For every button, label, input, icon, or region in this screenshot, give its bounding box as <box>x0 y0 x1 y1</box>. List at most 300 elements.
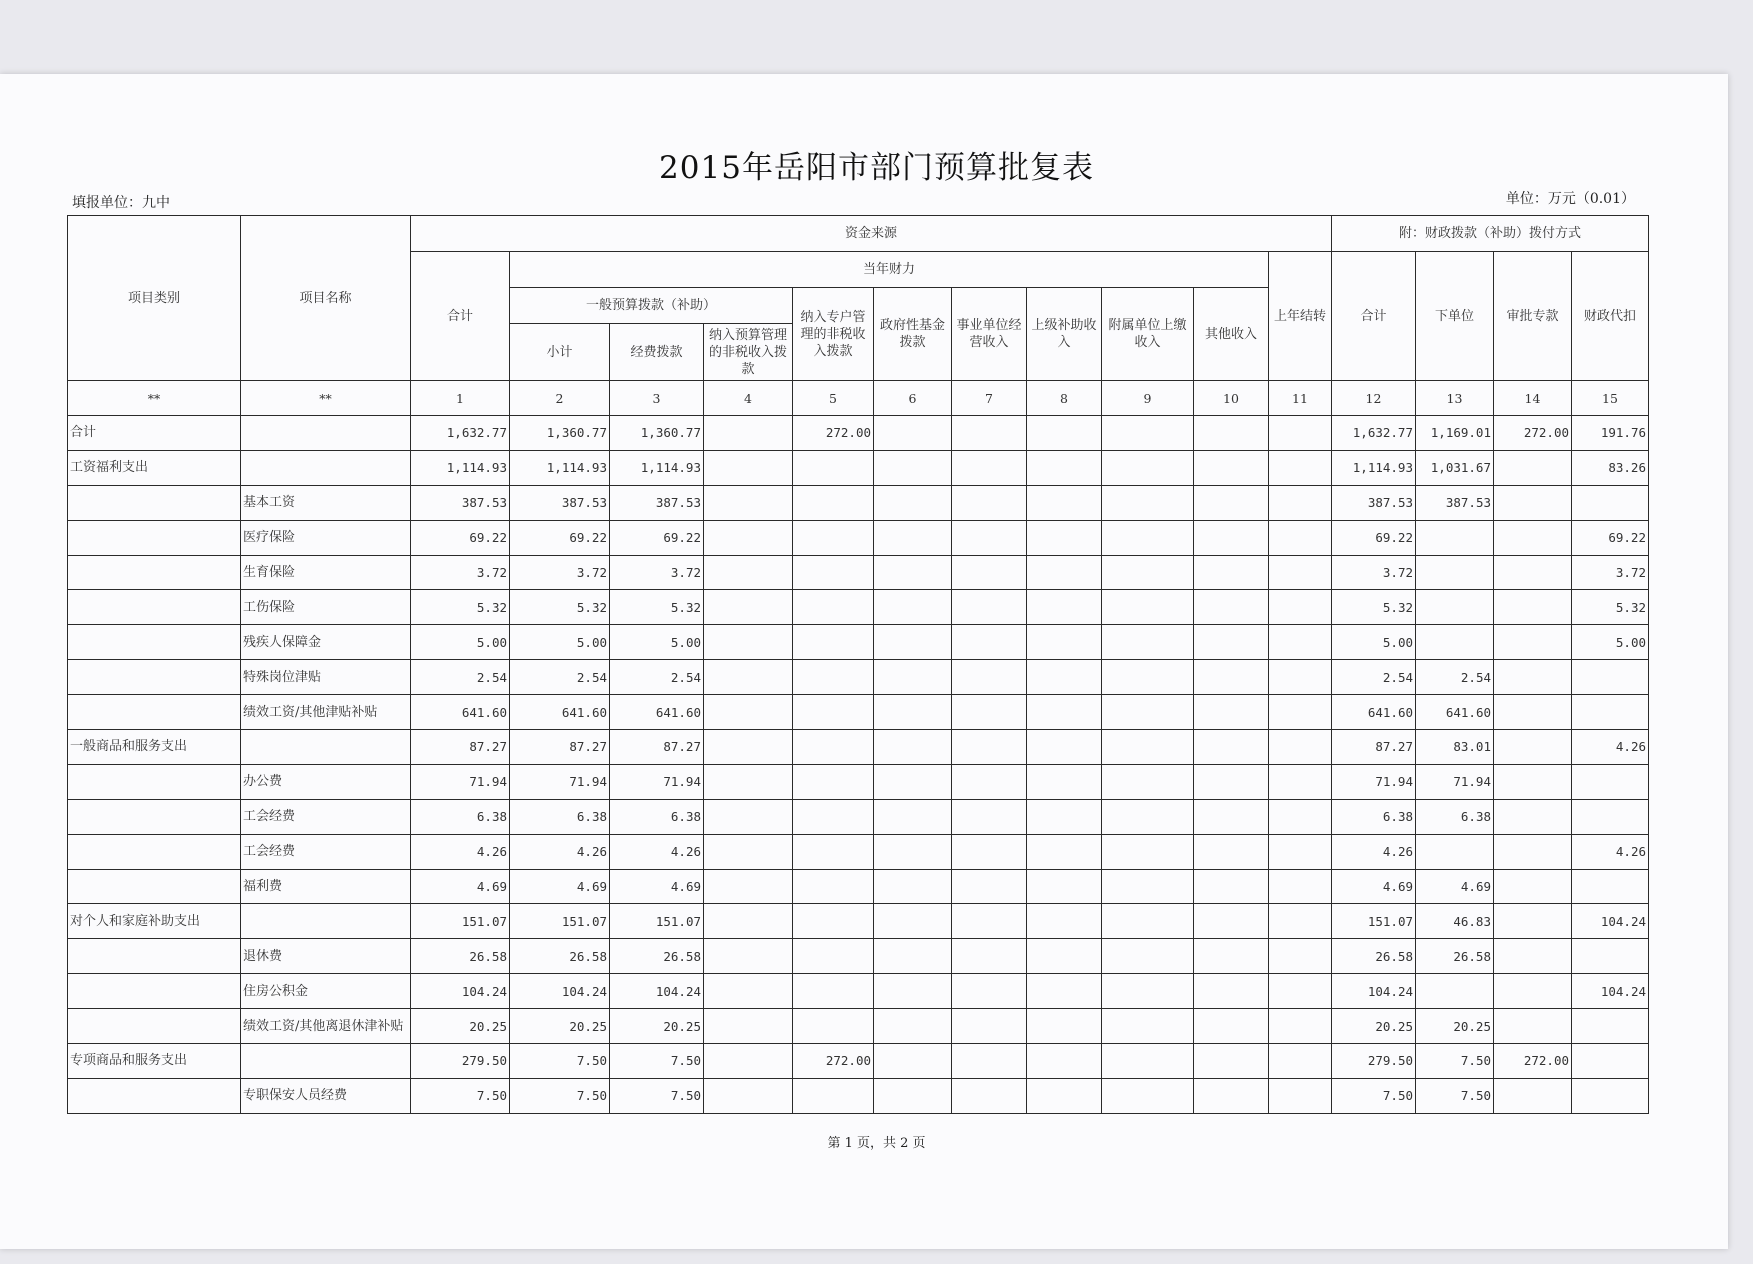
amount-cell: 71.94 <box>510 764 610 799</box>
amount-cell: 69.22 <box>510 520 610 555</box>
amount-cell <box>1269 695 1332 730</box>
amount-cell <box>1269 450 1332 485</box>
amount-cell: 1,114.93 <box>1332 450 1416 485</box>
row-category <box>68 485 241 520</box>
amount-cell <box>1194 869 1269 904</box>
amount-cell: 5.00 <box>510 625 610 660</box>
amount-cell <box>1102 590 1194 625</box>
amount-cell <box>793 485 874 520</box>
column-number: 6 <box>874 381 952 416</box>
amount-cell <box>1194 555 1269 590</box>
fill-unit-label: 填报单位：九中 <box>72 195 170 211</box>
amount-cell <box>1027 555 1102 590</box>
amount-cell: 4.69 <box>1332 869 1416 904</box>
amount-cell <box>1269 485 1332 520</box>
row-category <box>68 1078 241 1113</box>
header-budget-nontax: 纳入预算管理的非税收入拨款 <box>704 324 793 381</box>
table-row <box>68 416 1649 451</box>
amount-cell <box>1572 939 1649 974</box>
amount-cell <box>1102 1078 1194 1113</box>
amount-cell <box>1494 695 1572 730</box>
amount-cell: 4.69 <box>610 869 704 904</box>
amount-cell: 5.32 <box>610 590 704 625</box>
amount-cell: 104.24 <box>510 974 610 1009</box>
amount-cell <box>793 590 874 625</box>
header-fund-source: 资金来源 <box>411 216 1332 252</box>
amount-cell: 279.50 <box>411 1044 510 1079</box>
amount-cell: 1,114.93 <box>510 450 610 485</box>
amount-cell <box>874 520 952 555</box>
amount-cell <box>1102 730 1194 765</box>
amount-cell: 1,360.77 <box>610 416 704 451</box>
row-item-name: 退休费 <box>241 939 411 974</box>
row-category <box>68 1009 241 1044</box>
amount-cell: 26.58 <box>510 939 610 974</box>
table-row <box>68 939 1649 974</box>
amount-cell <box>1102 450 1194 485</box>
amount-cell: 641.60 <box>411 695 510 730</box>
amount-cell <box>1269 834 1332 869</box>
amount-cell <box>1027 974 1102 1009</box>
row-item-name: 工会经费 <box>241 834 411 869</box>
amount-cell <box>793 904 874 939</box>
row-item-name <box>241 904 411 939</box>
amount-cell <box>1027 730 1102 765</box>
amount-cell <box>1572 1044 1649 1079</box>
amount-cell <box>952 799 1027 834</box>
amount-cell <box>1416 625 1494 660</box>
amount-cell: 7.50 <box>1416 1044 1494 1079</box>
amount-cell: 5.00 <box>411 625 510 660</box>
amount-cell <box>1269 416 1332 451</box>
amount-cell <box>952 869 1027 904</box>
amount-cell: 4.26 <box>510 834 610 869</box>
amount-cell: 641.60 <box>610 695 704 730</box>
amount-cell: 6.38 <box>411 799 510 834</box>
amount-cell <box>1494 1078 1572 1113</box>
amount-cell: 69.22 <box>610 520 704 555</box>
table-row <box>68 730 1649 765</box>
amount-cell: 71.94 <box>1416 764 1494 799</box>
table-row <box>68 695 1649 730</box>
amount-cell: 7.50 <box>1416 1078 1494 1113</box>
header-pay-deduct: 财政代扣 <box>1572 252 1649 381</box>
amount-cell: 71.94 <box>411 764 510 799</box>
amount-cell: 387.53 <box>1416 485 1494 520</box>
amount-cell <box>1102 1009 1194 1044</box>
amount-cell <box>874 590 952 625</box>
amount-cell <box>952 974 1027 1009</box>
table-row <box>68 764 1649 799</box>
amount-cell: 5.32 <box>1332 590 1416 625</box>
amount-cell <box>1027 834 1102 869</box>
amount-cell <box>793 834 874 869</box>
amount-cell: 104.24 <box>610 974 704 1009</box>
amount-cell <box>952 416 1027 451</box>
amount-cell <box>1269 625 1332 660</box>
row-category: 工资福利支出 <box>68 450 241 485</box>
amount-cell <box>874 1009 952 1044</box>
column-number: 11 <box>1269 381 1332 416</box>
table-row <box>68 869 1649 904</box>
row-category <box>68 555 241 590</box>
row-category: 对个人和家庭补助支出 <box>68 904 241 939</box>
header-special-nontax: 纳入专户管理的非税收入拨款 <box>793 288 874 381</box>
row-category <box>68 834 241 869</box>
amount-cell <box>1027 590 1102 625</box>
amount-cell: 5.00 <box>1332 625 1416 660</box>
table-row <box>68 450 1649 485</box>
row-item-name: 医疗保险 <box>241 520 411 555</box>
row-item-name <box>241 416 411 451</box>
amount-cell: 5.32 <box>1572 590 1649 625</box>
amount-cell: 1,031.67 <box>1416 450 1494 485</box>
amount-cell <box>1027 1078 1102 1113</box>
amount-cell <box>874 974 952 1009</box>
table-row <box>68 1009 1649 1044</box>
amount-cell <box>1102 939 1194 974</box>
table-row <box>68 520 1649 555</box>
amount-cell <box>793 520 874 555</box>
amount-cell: 26.58 <box>610 939 704 974</box>
amount-cell <box>704 799 793 834</box>
amount-cell <box>1027 520 1102 555</box>
table-row <box>68 590 1649 625</box>
amount-cell: 2.54 <box>1416 660 1494 695</box>
amount-cell <box>793 660 874 695</box>
amount-cell: 104.24 <box>1572 974 1649 1009</box>
amount-cell: 87.27 <box>411 730 510 765</box>
amount-cell: 2.54 <box>610 660 704 695</box>
amount-cell <box>1194 799 1269 834</box>
amount-cell <box>1102 1044 1194 1079</box>
row-item-name: 基本工资 <box>241 485 411 520</box>
amount-cell <box>874 904 952 939</box>
row-item-name: 绩效工资/其他离退休津补贴 <box>241 1009 411 1044</box>
row-category <box>68 939 241 974</box>
column-number: 10 <box>1194 381 1269 416</box>
amount-cell: 1,114.93 <box>610 450 704 485</box>
amount-cell: 4.26 <box>1332 834 1416 869</box>
amount-cell: 387.53 <box>510 485 610 520</box>
amount-cell: 272.00 <box>1494 416 1572 451</box>
amount-cell <box>952 1078 1027 1113</box>
amount-cell <box>1027 904 1102 939</box>
table-row <box>68 904 1649 939</box>
amount-cell <box>1269 939 1332 974</box>
amount-cell <box>1269 904 1332 939</box>
amount-cell <box>874 416 952 451</box>
amount-cell <box>1102 869 1194 904</box>
amount-cell <box>1269 869 1332 904</box>
row-item-name: 办公费 <box>241 764 411 799</box>
amount-cell <box>1027 625 1102 660</box>
amount-cell: 191.76 <box>1572 416 1649 451</box>
amount-cell <box>704 904 793 939</box>
amount-cell: 20.25 <box>610 1009 704 1044</box>
amount-cell <box>1027 695 1102 730</box>
row-item-name: 福利费 <box>241 869 411 904</box>
amount-cell <box>1027 660 1102 695</box>
row-category <box>68 764 241 799</box>
amount-cell <box>1494 555 1572 590</box>
amount-cell: 1,632.77 <box>411 416 510 451</box>
column-number: 15 <box>1572 381 1649 416</box>
amount-cell <box>1027 485 1102 520</box>
amount-cell <box>704 1044 793 1079</box>
amount-cell <box>952 1009 1027 1044</box>
amount-cell: 20.25 <box>411 1009 510 1044</box>
amount-cell <box>1416 555 1494 590</box>
amount-cell <box>793 625 874 660</box>
row-item-name: 生育保险 <box>241 555 411 590</box>
amount-cell <box>1269 974 1332 1009</box>
column-number: 14 <box>1494 381 1572 416</box>
amount-cell <box>704 974 793 1009</box>
amount-cell <box>704 660 793 695</box>
amount-cell <box>704 555 793 590</box>
column-number: 1 <box>411 381 510 416</box>
amount-cell <box>952 625 1027 660</box>
amount-cell <box>1572 869 1649 904</box>
header-payment-method: 附：财政拨款（补助）拨付方式 <box>1332 216 1649 252</box>
amount-cell <box>1194 416 1269 451</box>
amount-cell <box>1572 799 1649 834</box>
amount-cell <box>704 695 793 730</box>
amount-cell: 26.58 <box>411 939 510 974</box>
amount-cell: 69.22 <box>411 520 510 555</box>
amount-cell: 71.94 <box>1332 764 1416 799</box>
amount-cell: 151.07 <box>411 904 510 939</box>
table-row <box>68 660 1649 695</box>
amount-cell <box>874 799 952 834</box>
header-superior-subsidy: 上级补助收入 <box>1027 288 1102 381</box>
amount-cell: 6.38 <box>1416 799 1494 834</box>
amount-cell: 83.26 <box>1572 450 1649 485</box>
amount-cell: 1,114.93 <box>411 450 510 485</box>
amount-cell: 151.07 <box>1332 904 1416 939</box>
amount-cell <box>1572 1009 1649 1044</box>
header-total: 合计 <box>411 252 510 381</box>
table-row <box>68 834 1649 869</box>
row-category <box>68 625 241 660</box>
amount-cell: 4.69 <box>411 869 510 904</box>
header-carryover: 上年结转 <box>1269 252 1332 381</box>
row-category <box>68 660 241 695</box>
amount-cell <box>874 869 952 904</box>
amount-cell <box>793 695 874 730</box>
amount-cell: 4.26 <box>1572 834 1649 869</box>
amount-cell: 1,632.77 <box>1332 416 1416 451</box>
amount-cell <box>1194 974 1269 1009</box>
amount-cell <box>952 695 1027 730</box>
amount-cell: 7.50 <box>610 1044 704 1079</box>
amount-cell: 6.38 <box>1332 799 1416 834</box>
amount-cell <box>1194 625 1269 660</box>
amount-cell: 4.26 <box>610 834 704 869</box>
header-pay-total: 合计 <box>1332 252 1416 381</box>
amount-cell: 387.53 <box>610 485 704 520</box>
amount-cell <box>952 485 1027 520</box>
amount-cell: 20.25 <box>1332 1009 1416 1044</box>
table-row <box>68 974 1649 1009</box>
header-pay-special: 审批专款 <box>1494 252 1572 381</box>
amount-cell <box>793 555 874 590</box>
amount-cell <box>1416 974 1494 1009</box>
amount-cell <box>704 416 793 451</box>
amount-cell: 3.72 <box>610 555 704 590</box>
amount-cell: 151.07 <box>610 904 704 939</box>
row-item-name: 工伤保险 <box>241 590 411 625</box>
amount-cell <box>704 590 793 625</box>
header-subtotal: 小计 <box>510 324 610 381</box>
header-category: 项目类别 <box>68 216 241 381</box>
amount-cell: 20.25 <box>510 1009 610 1044</box>
column-number: 3 <box>610 381 704 416</box>
row-item-name: 住房公积金 <box>241 974 411 1009</box>
amount-cell <box>874 625 952 660</box>
amount-cell: 1,169.01 <box>1416 416 1494 451</box>
amount-cell: 71.94 <box>610 764 704 799</box>
amount-cell: 69.22 <box>1332 520 1416 555</box>
amount-cell <box>793 799 874 834</box>
amount-cell <box>704 625 793 660</box>
amount-cell <box>1194 590 1269 625</box>
amount-cell <box>1494 1009 1572 1044</box>
amount-cell <box>1269 764 1332 799</box>
amount-cell <box>1102 799 1194 834</box>
column-number: 13 <box>1416 381 1494 416</box>
amount-cell: 4.69 <box>1416 869 1494 904</box>
page-title: 2015年岳阳市部门预算批复表 <box>659 150 1094 186</box>
amount-cell <box>1102 485 1194 520</box>
amount-cell <box>1102 904 1194 939</box>
column-number: 2 <box>510 381 610 416</box>
header-operating-funds: 经费拨款 <box>610 324 704 381</box>
amount-cell <box>1269 520 1332 555</box>
row-item-name: 残疾人保障金 <box>241 625 411 660</box>
amount-cell <box>1102 974 1194 1009</box>
amount-cell <box>952 1044 1027 1079</box>
amount-cell: 87.27 <box>610 730 704 765</box>
amount-cell <box>1102 834 1194 869</box>
amount-cell: 26.58 <box>1332 939 1416 974</box>
header-general-budget: 一般预算拨款（补助） <box>510 288 793 324</box>
amount-cell: 69.22 <box>1572 520 1649 555</box>
amount-cell: 87.27 <box>1332 730 1416 765</box>
amount-cell <box>1194 834 1269 869</box>
table-row <box>68 799 1649 834</box>
amount-cell <box>1027 1009 1102 1044</box>
amount-cell <box>1494 520 1572 555</box>
amount-cell <box>1269 799 1332 834</box>
amount-cell: 104.24 <box>1572 904 1649 939</box>
amount-cell <box>1027 1044 1102 1079</box>
amount-cell <box>1494 450 1572 485</box>
amount-cell <box>704 485 793 520</box>
amount-cell <box>704 1078 793 1113</box>
amount-cell <box>704 520 793 555</box>
header-pay-down: 下单位 <box>1416 252 1494 381</box>
amount-cell <box>1494 730 1572 765</box>
header-current-year: 当年财力 <box>510 252 1269 288</box>
amount-cell: 46.83 <box>1416 904 1494 939</box>
amount-cell: 3.72 <box>1332 555 1416 590</box>
amount-cell <box>1194 660 1269 695</box>
column-number: 12 <box>1332 381 1416 416</box>
table-row <box>68 1044 1649 1079</box>
amount-cell <box>1269 1044 1332 1079</box>
amount-cell <box>952 834 1027 869</box>
column-number-row <box>68 381 1649 416</box>
amount-cell: 641.60 <box>1332 695 1416 730</box>
amount-cell <box>1194 1009 1269 1044</box>
amount-cell: 7.50 <box>610 1078 704 1113</box>
column-number: 4 <box>704 381 793 416</box>
amount-cell: 5.00 <box>1572 625 1649 660</box>
amount-cell <box>1416 834 1494 869</box>
table-row <box>68 625 1649 660</box>
amount-cell <box>1494 904 1572 939</box>
amount-cell: 2.54 <box>1332 660 1416 695</box>
row-category <box>68 590 241 625</box>
amount-cell <box>793 1078 874 1113</box>
amount-cell <box>1194 695 1269 730</box>
amount-cell: 1,360.77 <box>510 416 610 451</box>
amount-cell: 151.07 <box>510 904 610 939</box>
header-unit-operating: 事业单位经营收入 <box>952 288 1027 381</box>
amount-cell <box>1027 450 1102 485</box>
amount-cell: 3.72 <box>1572 555 1649 590</box>
amount-cell <box>874 1044 952 1079</box>
table-row <box>68 485 1649 520</box>
amount-cell: 387.53 <box>1332 485 1416 520</box>
amount-cell <box>1572 1078 1649 1113</box>
amount-cell <box>704 450 793 485</box>
header-name: 项目名称 <box>241 216 411 381</box>
amount-cell <box>1494 834 1572 869</box>
amount-cell: 4.26 <box>1572 730 1649 765</box>
amount-cell: 4.26 <box>411 834 510 869</box>
amount-cell <box>1269 730 1332 765</box>
amount-cell <box>1102 764 1194 799</box>
row-item-name <box>241 450 411 485</box>
row-category <box>68 869 241 904</box>
amount-cell <box>1494 485 1572 520</box>
row-item-name <box>241 1044 411 1079</box>
row-category <box>68 695 241 730</box>
amount-cell: 104.24 <box>411 974 510 1009</box>
amount-cell: 641.60 <box>1416 695 1494 730</box>
row-item-name: 特殊岗位津贴 <box>241 660 411 695</box>
amount-cell: 272.00 <box>1494 1044 1572 1079</box>
amount-cell <box>1194 939 1269 974</box>
amount-cell <box>952 555 1027 590</box>
amount-cell <box>793 730 874 765</box>
column-number: 8 <box>1027 381 1102 416</box>
amount-cell <box>704 730 793 765</box>
row-category: 专项商品和服务支出 <box>68 1044 241 1079</box>
amount-cell: 7.50 <box>411 1078 510 1113</box>
amount-cell <box>1572 695 1649 730</box>
table-row <box>68 1078 1649 1113</box>
amount-cell: 6.38 <box>610 799 704 834</box>
amount-cell <box>952 520 1027 555</box>
amount-cell <box>1194 450 1269 485</box>
amount-cell <box>874 730 952 765</box>
amount-cell: 20.25 <box>1416 1009 1494 1044</box>
amount-cell <box>1194 730 1269 765</box>
